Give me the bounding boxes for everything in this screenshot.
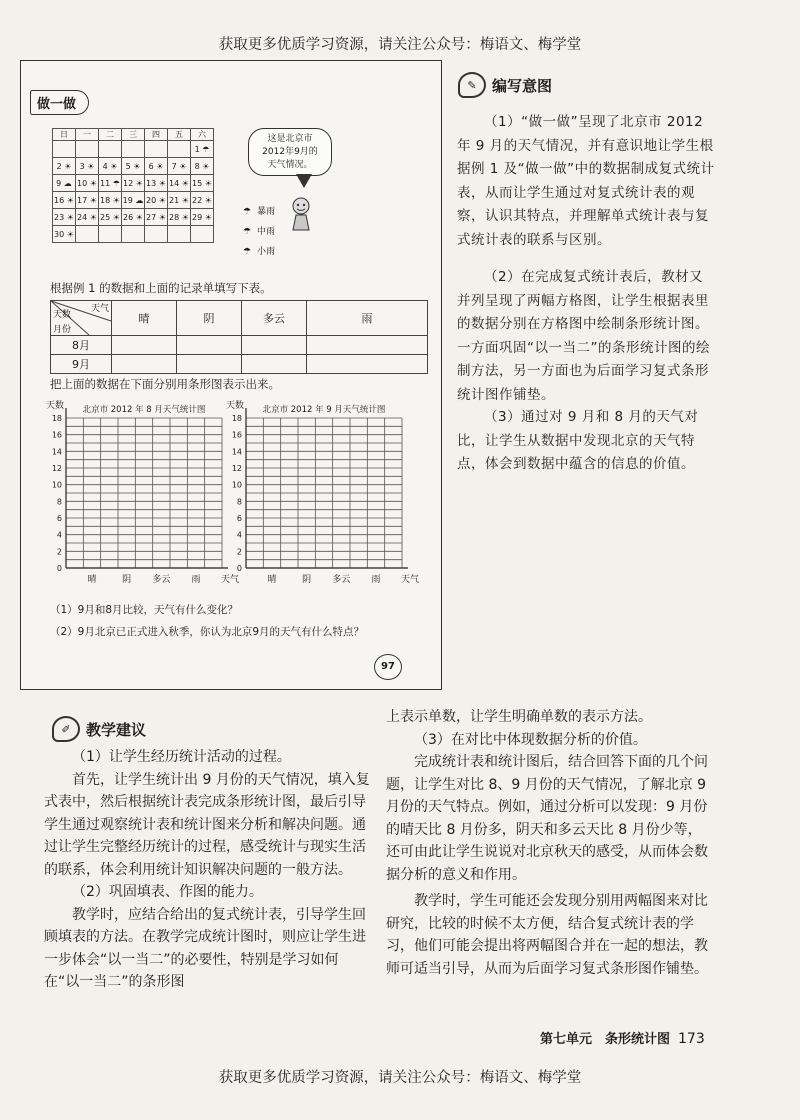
bubble-line: 这是北京市: [267, 134, 313, 144]
calendar-day: 9 ☁: [53, 175, 76, 192]
calendar-day: 24 ☀: [76, 209, 99, 226]
calendar-day: 2 ☀: [53, 158, 76, 175]
y-tick-label: 18: [231, 414, 242, 423]
col-header: 多云: [242, 301, 307, 336]
y-axis-label: 天数: [226, 401, 245, 411]
table-cell[interactable]: [307, 336, 428, 355]
calendar-day: [122, 226, 145, 243]
intent-paragraph-3: （3）通过对 9 月和 8 月的天气对比，让学生从数据中发现北京的天气特点，体会到数据中蕴含的信息的价值。: [457, 409, 699, 472]
paragraph: （1）让学生经历统计活动的过程。: [72, 749, 291, 765]
question-2: （2）9月北京已正式进入秋季，你认为北京9月的天气有什么特点？: [50, 626, 365, 638]
bubble-line: 2012年9月的: [262, 147, 318, 157]
calendar-day: 13 ☀: [145, 175, 168, 192]
y-tick-label: 4: [56, 530, 62, 540]
calendar-weekday: 五: [168, 129, 191, 141]
table-cell[interactable]: [307, 355, 428, 374]
row-label: 9月: [51, 355, 112, 374]
calendar-week: [53, 158, 214, 175]
x-tick-label: 晴: [87, 575, 97, 585]
suggestions-right-column: [386, 706, 712, 980]
calendar-day: 11 ☂: [99, 175, 122, 192]
calendar-weekday: 四: [145, 129, 168, 141]
calendar-day: 7 ☀: [168, 158, 191, 175]
question-1: （1）9月和8月比较，天气有什么变化？: [50, 604, 239, 616]
calendar-day: 21 ☀: [168, 192, 191, 209]
child-figure-icon: [288, 196, 314, 232]
calendar-weekday: 二: [99, 129, 122, 141]
textbook-page-number: 97: [374, 654, 402, 680]
section-heading-intent: ✎ 编写意图: [458, 72, 552, 98]
calendar-day: 26 ☀: [122, 209, 145, 226]
paragraph: （2）巩固填表、作图的能力。: [72, 884, 263, 900]
calendar-day: 25 ☀: [99, 209, 122, 226]
umbrella-icon: ☂: [243, 247, 252, 257]
table-row: [51, 336, 428, 355]
instruction-draw-charts: 把上面的数据在下面分别用条形图表示出来。: [50, 377, 280, 391]
calendar-day: 16 ☀: [53, 192, 76, 209]
calendar-day: 17 ☀: [76, 192, 99, 209]
paragraph: 上表示单数，让学生明确单数的表示方法。: [386, 709, 652, 725]
calendar-day: [168, 141, 191, 158]
y-tick-label: 10: [231, 480, 242, 490]
y-tick-label: 2: [236, 547, 242, 557]
calendar-week: [53, 209, 214, 226]
bubble-line: 天气情况。: [267, 160, 313, 170]
paragraph: （3）在对比中体现数据分析的价值。: [414, 731, 647, 748]
calendar-day: [99, 226, 122, 243]
y-tick-label: 6: [56, 514, 62, 523]
table-cell[interactable]: [177, 355, 242, 374]
calendar-day: [191, 226, 214, 243]
calendar-day: 29 ☀: [191, 209, 214, 226]
x-tick-label: 雨: [191, 575, 201, 585]
y-tick-label: 12: [231, 464, 242, 473]
y-tick-label: 10: [51, 480, 62, 490]
paragraph: 首先，让学生统计出 9 月份的天气情况，填入复式表中，然后根据统计表完成条形统计图，最后引导学生通过观察统计表和统计图来分析和解决问题。通过让学生完整经历统计的过程，感受统计与现实生活的联系，体会利用统计知识解决问题的一般方法。: [44, 771, 370, 878]
paragraph: 教学时，学生可能还会发现分别用两幅图来对比研究，比较的时候不太方便，结合复式统计表的学习，他们可能会提出将两幅图合并在一起的想法，教师可适当引导，从而为后面学习复式条形图作铺垫。: [386, 893, 708, 977]
chart-svg: [44, 398, 240, 590]
y-tick-label: 6: [236, 514, 242, 523]
x-tick-label: 晴: [267, 575, 277, 585]
umbrella-icon: ☂: [243, 207, 252, 217]
calendar-day: 12 ☀: [122, 175, 145, 192]
calendar-day: 30 ☀: [53, 226, 76, 243]
corner-days: 天数: [53, 310, 72, 320]
calendar-day: [145, 141, 168, 158]
intent-paragraph-1: （1）“做一做”呈现了北京市 2012 年 9 月的天气情况，并有意识地让学生根据例 1 及“做一做”中的数据制成复式统计表，从而让学生通过对复式统计表的观察，认识其特点，并理解单式统计表与复式统计表的联系与区别。: [457, 114, 715, 248]
col-header: 阴: [177, 301, 242, 336]
calendar-day: [168, 226, 191, 243]
suggestions-left-column: [44, 746, 370, 994]
y-tick-label: 14: [51, 447, 62, 457]
calendar-day: 23 ☀: [53, 209, 76, 226]
table-cell[interactable]: [242, 336, 307, 355]
book-icon: ✎: [458, 72, 486, 98]
calendar-day: 10 ☀: [76, 175, 99, 192]
corner-month: 月份: [53, 325, 72, 335]
calendar-day: 15 ☀: [191, 175, 214, 192]
x-tick-label: 阴: [122, 575, 132, 585]
calendar-day: [53, 141, 76, 158]
calendar-day: 19 ☁: [122, 192, 145, 209]
unit-title: 第七单元 条形统计图: [540, 1032, 671, 1047]
calendar-day: 28 ☀: [168, 209, 191, 226]
y-tick-label: 16: [231, 430, 242, 440]
calendar-week: [53, 175, 214, 192]
y-tick-label: 16: [51, 430, 62, 440]
chart-svg: [224, 398, 420, 590]
calendar-week: [53, 192, 214, 209]
weather-table: [50, 300, 428, 374]
calendar-day: 27 ☀: [145, 209, 168, 226]
bubble-tail: [296, 174, 312, 188]
page-footer: [540, 1028, 705, 1047]
calendar-week: [53, 226, 214, 243]
calendar-week: [53, 141, 214, 158]
y-tick-label: 0: [236, 564, 242, 573]
x-axis-label: 天气: [400, 575, 420, 585]
table-cell[interactable]: [112, 336, 177, 355]
speech-bubble: [248, 128, 332, 176]
calendar-day: [122, 141, 145, 158]
calendar-weekday: 六: [191, 129, 214, 141]
table-cell[interactable]: [177, 336, 242, 355]
calendar-day: 22 ☀: [191, 192, 214, 209]
calendar-day: 6 ☀: [145, 158, 168, 175]
calendar-day: 8 ☀: [191, 158, 214, 175]
calendar-day: [145, 226, 168, 243]
y-tick-label: 14: [231, 447, 242, 457]
instruction-fill-table: 根据例 1 的数据和上面的记录单填写下表。: [50, 281, 272, 295]
calendar-day: [99, 141, 122, 158]
row-label: 8月: [51, 336, 112, 355]
calendar-weekday: 一: [76, 129, 99, 141]
calendar-day: 1 ☂: [191, 141, 214, 158]
calendar-day: 18 ☀: [99, 192, 122, 209]
calendar-day: 14 ☀: [168, 175, 191, 192]
col-header: 晴: [112, 301, 177, 336]
pencil-icon: ✐: [52, 716, 80, 742]
legend-heavy-rain: ☂ 暴雨: [243, 207, 276, 217]
calendar-day: 20 ☀: [145, 192, 168, 209]
legend-moderate-rain: ☂ 中雨: [243, 227, 276, 237]
promo-banner-bottom: 获取更多优质学习资源，请关注公众号：梅语文、梅学堂: [218, 1070, 582, 1086]
x-tick-label: 阴: [302, 575, 312, 585]
bar-chart-august: [44, 398, 240, 590]
promo-banner-top: 获取更多优质学习资源，请关注公众号：梅语文、梅学堂: [218, 37, 582, 53]
y-axis-label: 天数: [46, 401, 65, 411]
x-tick-label: 雨: [371, 575, 381, 585]
paragraph: 教学时，应结合给出的复式统计表，引导学生回顾填表的方法。在教学完成统计图时，则应让学生进一步体会“以一当二”的必要性，特别是学习如何在“以一当二”的条形图: [44, 906, 366, 990]
chart-title: 北京市 2012 年 9 月天气统计图: [262, 405, 386, 415]
x-tick-label: 多云: [332, 575, 351, 585]
page-number: 173: [678, 1031, 705, 1047]
calendar-day: 5 ☀: [122, 158, 145, 175]
intent-paragraph-2: （2）在完成复式统计表后，教材又并列呈现了两幅方格图，让学生根据表里的数据分别在方格图中绘制条形统计图。一方面巩固“以一当二”的条形统计图的绘制方法，另一方面也为后面学习复式条形统计图作铺垫。: [457, 269, 710, 403]
calendar-day: [76, 226, 99, 243]
col-header: 雨: [307, 301, 428, 336]
y-tick-label: 12: [51, 464, 62, 473]
paragraph: 完成统计表和统计图后，结合回答下面的几个问题，让学生对比 8、9 月份的天气情况，了解北京 9 月份的天气特点。例如，通过分析可以发现：9 月份的晴天比 8 月份多，阴天和多云天比 8 月份少等，还可由此让学生说说对北京秋天的感受，从而体会数据分析的意义和作用。: [386, 754, 708, 883]
y-tick-label: 8: [56, 497, 62, 507]
calendar-day: 3 ☀: [76, 158, 99, 175]
table-cell[interactable]: [112, 355, 177, 374]
chart-title: 北京市 2012 年 8 月天气统计图: [82, 405, 206, 415]
bar-chart-september: [224, 398, 420, 590]
calendar-weekday: 三: [122, 129, 145, 141]
y-tick-label: 2: [56, 547, 62, 557]
corner-weather: 天气: [90, 304, 109, 314]
table-corner: [51, 301, 112, 336]
y-tick-label: 4: [236, 530, 242, 540]
x-axis-label: 天气: [220, 575, 240, 585]
y-tick-label: 0: [56, 564, 62, 573]
y-tick-label: 18: [51, 414, 62, 423]
y-tick-label: 8: [236, 497, 242, 507]
table-cell[interactable]: [242, 355, 307, 374]
activity-tag: 做一做: [30, 90, 89, 115]
legend-light-rain: ☂ 小雨: [243, 247, 276, 257]
umbrella-icon: ☂: [243, 227, 252, 237]
weather-calendar: [52, 128, 214, 243]
calendar-day: 4 ☀: [99, 158, 122, 175]
x-tick-label: 多云: [152, 575, 171, 585]
calendar-weekday: 日: [53, 129, 76, 141]
section-heading-suggestions: ✐ 教学建议: [52, 716, 146, 742]
calendar-day: [76, 141, 99, 158]
table-row: [51, 355, 428, 374]
